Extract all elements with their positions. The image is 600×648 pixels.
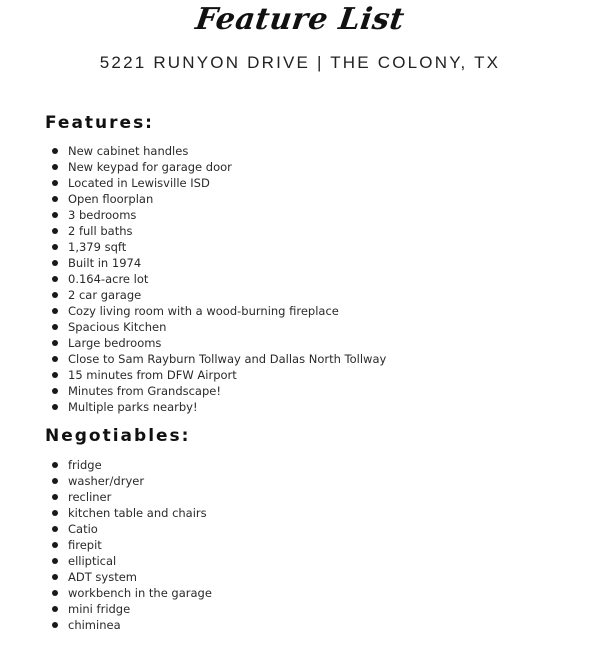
- property-address: 5221 RUNYON DRIVE | THE COLONY, TX: [99, 53, 501, 72]
- list-item: [50, 383, 386, 399]
- list-item-text: Open floorplan: [68, 192, 154, 206]
- list-item: [50, 223, 386, 239]
- list-item: [50, 473, 212, 489]
- list-item-text: New cabinet handles: [68, 144, 189, 158]
- bullet-dot-icon: [52, 356, 58, 362]
- bullet-dot-icon: [52, 324, 58, 330]
- bullet-dot-icon: [52, 478, 58, 484]
- list-item-text: 1,379 sqft: [68, 240, 127, 254]
- features-heading: Features:: [45, 113, 154, 133]
- list-item-text: Multiple parks nearby!: [68, 400, 198, 414]
- bullet-dot-icon: [52, 542, 58, 548]
- list-item-text: fridge: [68, 458, 102, 472]
- bullet-dot-icon: [52, 494, 58, 500]
- bullet-dot-icon: [52, 260, 58, 266]
- list-item: [50, 569, 212, 585]
- bullet-dot-icon: [52, 180, 58, 186]
- list-item-text: mini fridge: [68, 602, 131, 616]
- list-item-text: 0.164-acre lot: [68, 272, 149, 286]
- list-item-text: Catio: [68, 522, 98, 536]
- list-item: [50, 457, 212, 473]
- bullet-dot-icon: [52, 574, 58, 580]
- bullet-dot-icon: [52, 148, 58, 154]
- list-item-text: Minutes from Grandscape!: [68, 384, 221, 398]
- list-item-text: Built in 1974: [68, 256, 142, 270]
- list-item-text: recliner: [68, 490, 112, 504]
- negotiables-list: [50, 457, 212, 633]
- list-item-text: firepit: [68, 538, 102, 552]
- list-item: [50, 553, 212, 569]
- list-item: [50, 521, 212, 537]
- list-item: [50, 207, 386, 223]
- list-item-text: Spacious Kitchen: [68, 320, 167, 334]
- list-item-text: 2 full baths: [68, 224, 133, 238]
- list-item: [50, 271, 386, 287]
- bullet-dot-icon: [52, 558, 58, 564]
- list-item: [50, 143, 386, 159]
- list-item: [50, 287, 386, 303]
- list-item: [50, 255, 386, 271]
- bullet-dot-icon: [52, 196, 58, 202]
- list-item-text: 2 car garage: [68, 288, 142, 302]
- bullet-dot-icon: [52, 622, 58, 628]
- bullet-dot-icon: [52, 212, 58, 218]
- bullet-dot-icon: [52, 510, 58, 516]
- list-item-text: kitchen table and chairs: [68, 506, 207, 520]
- list-item-text: ADT system: [68, 570, 137, 584]
- list-item: [50, 367, 386, 383]
- list-item-text: Located in Lewisville ISD: [68, 176, 210, 190]
- list-item-text: Cozy living room with a wood-burning fireplace: [68, 304, 339, 318]
- bullet-dot-icon: [52, 388, 58, 394]
- bullet-dot-icon: [52, 276, 58, 282]
- bullet-dot-icon: [52, 308, 58, 314]
- bullet-dot-icon: [52, 462, 58, 468]
- list-item: [50, 585, 212, 601]
- list-item: [50, 601, 212, 617]
- list-item-text: chiminea: [68, 618, 121, 632]
- bullet-dot-icon: [52, 228, 58, 234]
- list-item: [50, 335, 386, 351]
- list-item: [50, 489, 212, 505]
- list-item: [50, 159, 386, 175]
- list-item-text: New keypad for garage door: [68, 160, 232, 174]
- features-list: [50, 143, 386, 415]
- bullet-dot-icon: [52, 606, 58, 612]
- list-item-text: 3 bedrooms: [68, 208, 137, 222]
- bullet-dot-icon: [52, 590, 58, 596]
- list-item-text: Close to Sam Rayburn Tollway and Dallas North Tollway: [68, 352, 387, 366]
- list-item-text: 15 minutes from DFW Airport: [68, 368, 237, 382]
- list-item: [50, 399, 386, 415]
- list-item-text: washer/dryer: [68, 474, 145, 488]
- bullet-dot-icon: [52, 526, 58, 532]
- negotiables-heading: Negotiables:: [45, 426, 191, 446]
- list-item: [50, 303, 386, 319]
- list-item-text: elliptical: [68, 554, 117, 568]
- bullet-dot-icon: [52, 372, 58, 378]
- list-item: [50, 175, 386, 191]
- list-item: [50, 319, 386, 335]
- document-title: Feature List: [193, 2, 407, 37]
- list-item: [50, 239, 386, 255]
- bullet-dot-icon: [52, 404, 58, 410]
- bullet-dot-icon: [52, 164, 58, 170]
- bullet-dot-icon: [52, 292, 58, 298]
- bullet-dot-icon: [52, 244, 58, 250]
- bullet-dot-icon: [52, 340, 58, 346]
- list-item: [50, 505, 212, 521]
- list-item: [50, 537, 212, 553]
- list-item: [50, 351, 386, 367]
- list-item: [50, 617, 212, 633]
- list-item-text: Large bedrooms: [68, 336, 162, 350]
- list-item: [50, 191, 386, 207]
- list-item-text: workbench in the garage: [68, 586, 212, 600]
